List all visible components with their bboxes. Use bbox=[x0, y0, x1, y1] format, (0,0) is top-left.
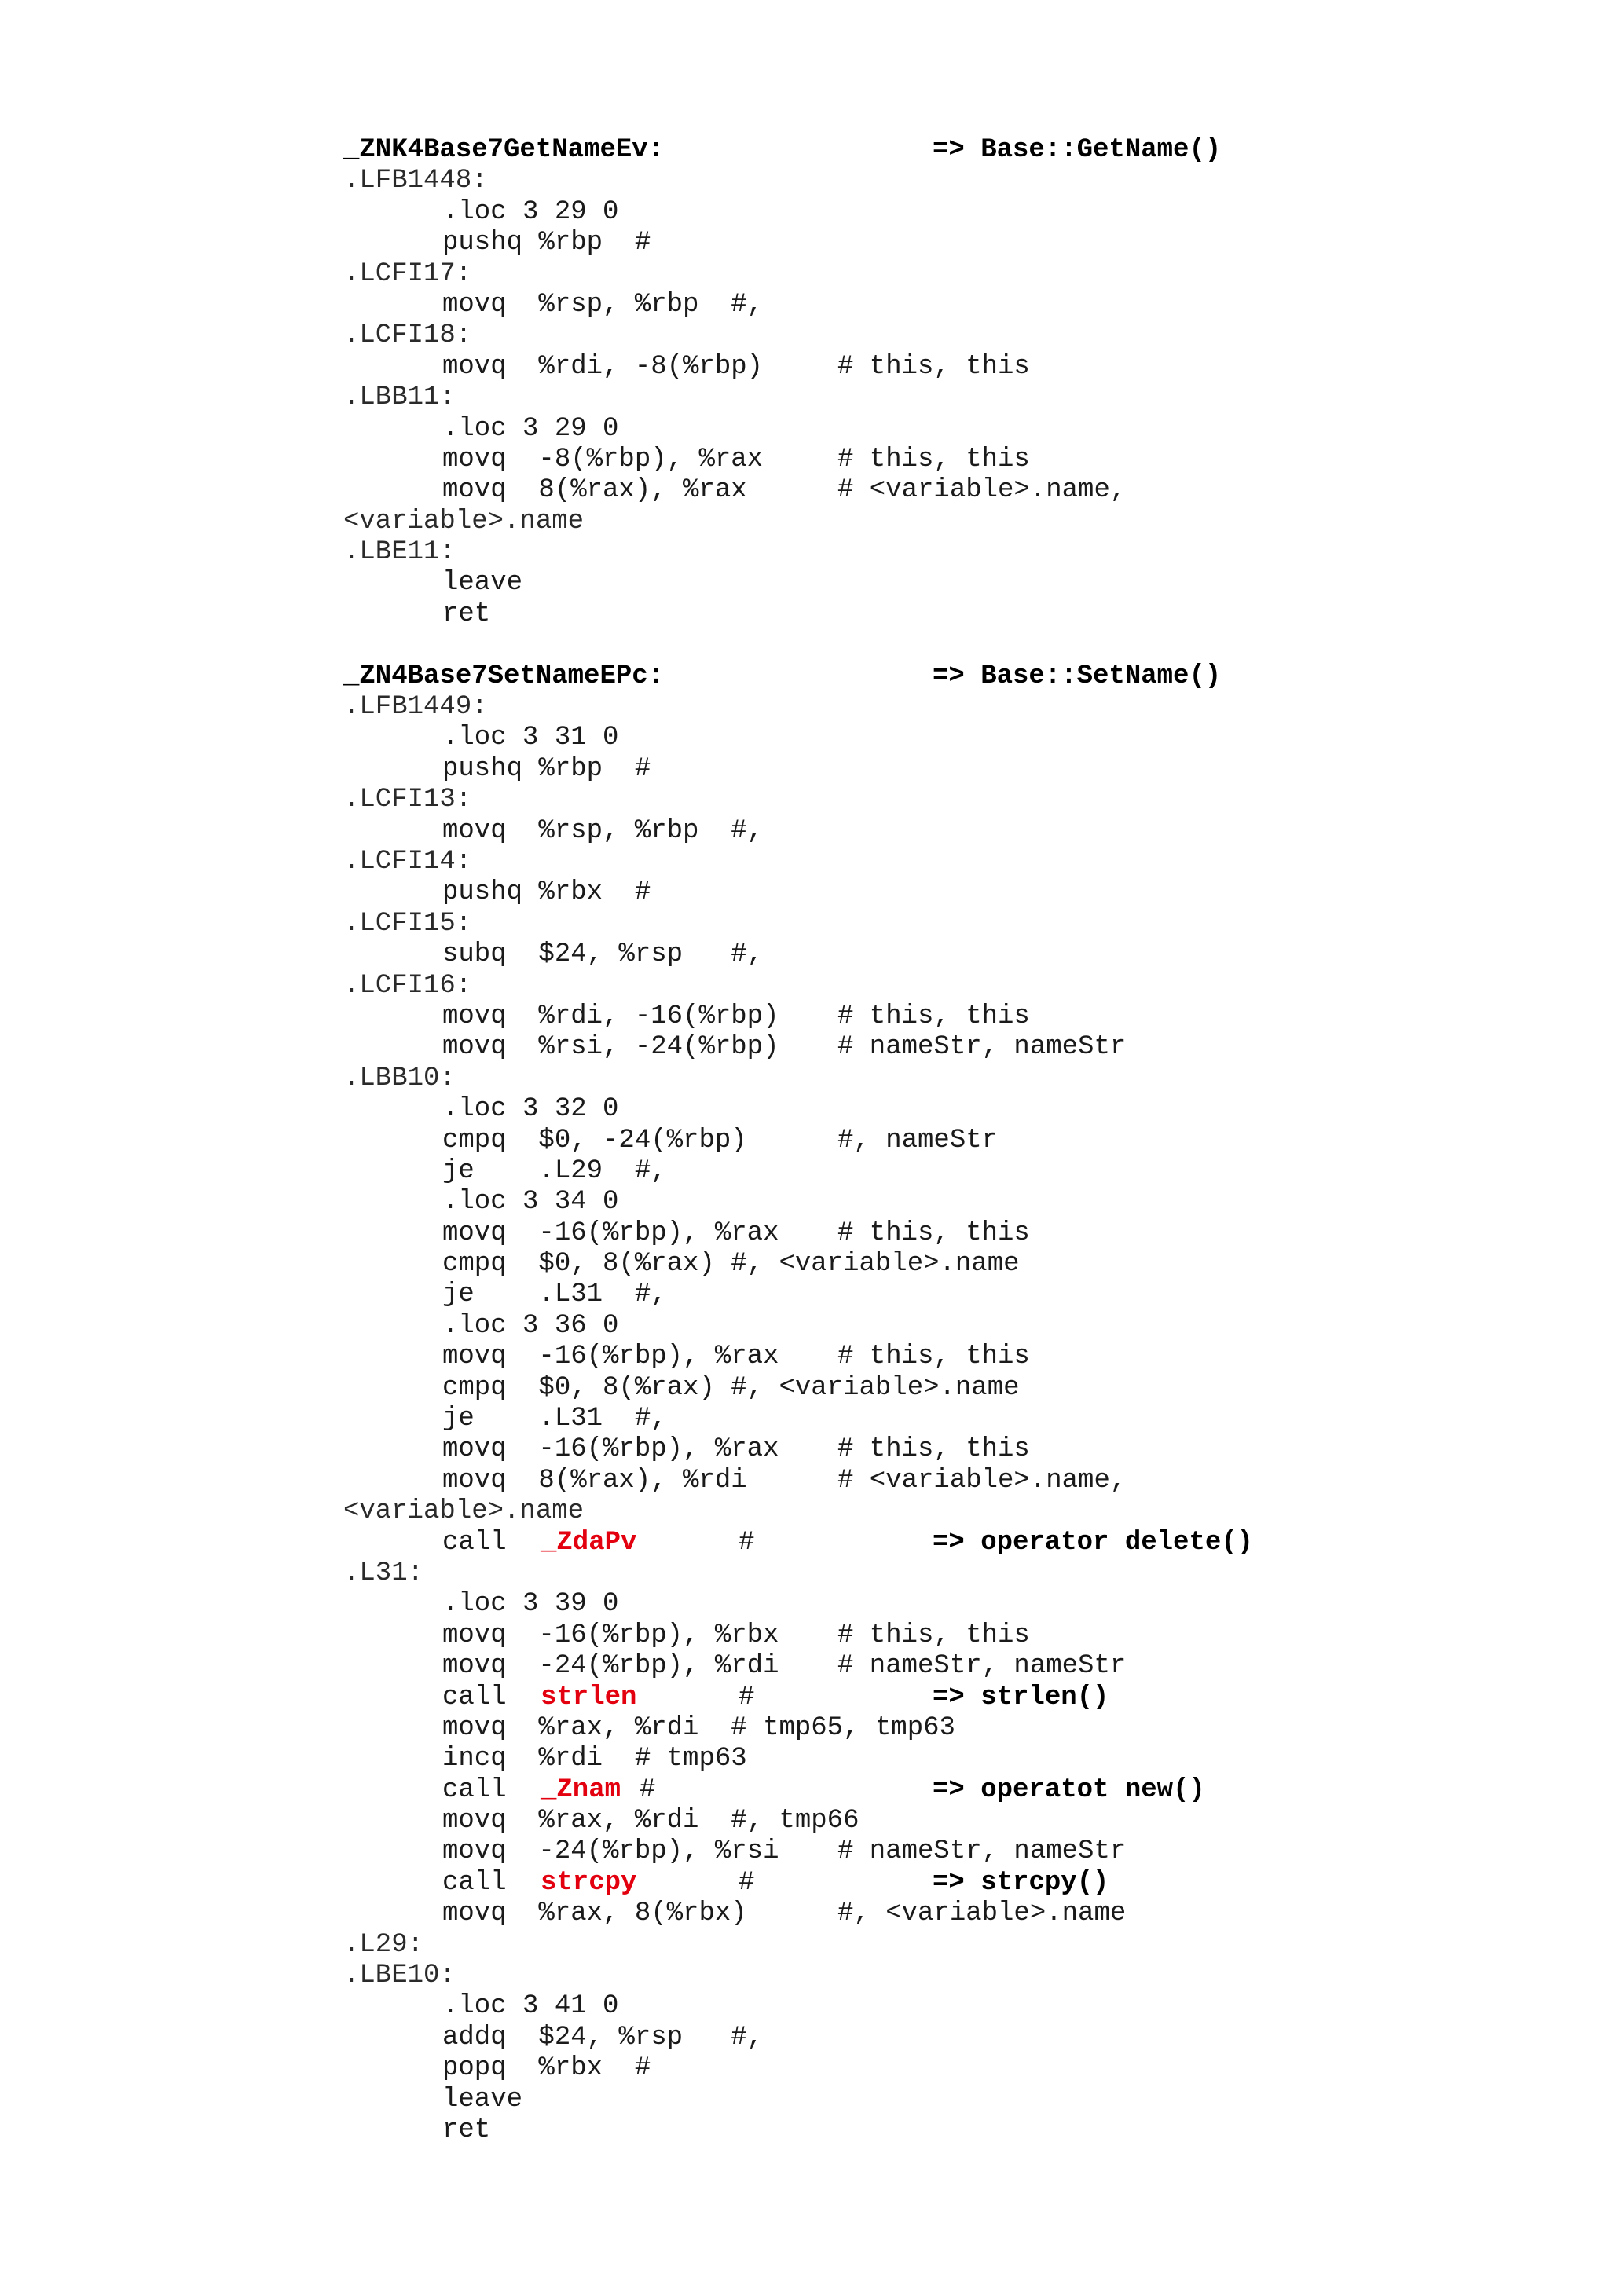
instruction-text: .loc 3 39 0 bbox=[442, 1589, 619, 1620]
asm-label: <variable>.name bbox=[343, 1496, 585, 1527]
instruction-text: movq -24(%rbp), %rsi bbox=[442, 1836, 779, 1867]
asm-instruction bbox=[343, 754, 1365, 785]
instruction-text: .loc 3 29 0 bbox=[442, 196, 619, 227]
asm-label: .L29: bbox=[343, 1929, 424, 1960]
asm-instruction bbox=[343, 1280, 1365, 1310]
asm-instruction bbox=[343, 1651, 1365, 1682]
asm-instruction bbox=[343, 1404, 1365, 1434]
asm-instruction bbox=[343, 414, 1365, 445]
asm-instruction bbox=[343, 599, 1365, 630]
asm-instruction bbox=[343, 1806, 1365, 1836]
instruction-text: .loc 3 36 0 bbox=[442, 1310, 619, 1341]
call-instruction bbox=[343, 1528, 1365, 1558]
asm-instruction bbox=[343, 1342, 1365, 1372]
instruction-text: movq -8(%rbp), %rax bbox=[442, 444, 764, 474]
instruction-text: movq -24(%rbp), %rdi bbox=[442, 1651, 779, 1682]
asm-instruction bbox=[343, 475, 1365, 506]
asm-comment: # this, this bbox=[837, 1342, 1030, 1372]
mangled-name: _ZN4Base7SetNameEPc: bbox=[343, 661, 665, 691]
asm-comment: # this, this bbox=[837, 1620, 1030, 1650]
asm-instruction bbox=[343, 197, 1365, 228]
asm-comment: # this, this bbox=[837, 1218, 1030, 1248]
blank-line bbox=[343, 630, 1365, 661]
instruction-text: movq %rsp, %rbp #, bbox=[442, 289, 764, 320]
asm-comment: # nameStr, nameStr bbox=[837, 1032, 1127, 1063]
asm-label: .LFB1449: bbox=[343, 692, 488, 723]
asm-instruction bbox=[343, 1589, 1365, 1620]
instruction-text: ret bbox=[442, 599, 491, 629]
asm-instruction bbox=[343, 1744, 1365, 1774]
instruction-text: je .L31 #, bbox=[442, 1280, 667, 1310]
called-function: strcpy bbox=[541, 1867, 637, 1898]
asm-instruction bbox=[343, 228, 1365, 258]
demangled-call: => operator delete() bbox=[933, 1527, 1254, 1558]
instruction-text: movq %rdi, -16(%rbp) bbox=[442, 1001, 779, 1031]
asm-comment: # nameStr, nameStr bbox=[837, 1836, 1127, 1867]
asm-instruction bbox=[343, 1218, 1365, 1249]
call-opcode: call bbox=[442, 1527, 507, 1558]
asm-instruction bbox=[343, 1899, 1365, 1929]
call-opcode: call bbox=[442, 1682, 507, 1712]
asm-comment: # <variable>.name, bbox=[837, 475, 1127, 506]
called-function: _ZdaPv bbox=[541, 1527, 637, 1558]
instruction-text: addq $24, %rsp #, bbox=[442, 2022, 764, 2052]
instruction-text: movq %rsi, -24(%rbp) bbox=[442, 1032, 779, 1063]
instruction-text: movq %rdi, -8(%rbp) bbox=[442, 351, 764, 382]
instruction-text: .loc 3 34 0 bbox=[442, 1187, 619, 1218]
asm-instruction bbox=[343, 1991, 1365, 2022]
asm-comment: # this, this bbox=[837, 351, 1030, 382]
call-opcode: call bbox=[442, 1774, 507, 1805]
asm-instruction bbox=[343, 1836, 1365, 1867]
asm-instruction bbox=[343, 1620, 1365, 1651]
instruction-text: leave bbox=[442, 2084, 523, 2115]
asm-instruction bbox=[343, 290, 1365, 320]
instruction-text: movq -16(%rbp), %rbx bbox=[442, 1620, 779, 1650]
asm-label: .LCFI14: bbox=[343, 846, 472, 877]
instruction-text: movq %rax, %rdi # tmp65, tmp63 bbox=[442, 1712, 955, 1743]
asm-instruction bbox=[343, 1713, 1365, 1744]
instruction-text: movq -16(%rbp), %rax bbox=[442, 1434, 779, 1465]
instruction-text: movq %rax, %rdi #, tmp66 bbox=[442, 1806, 859, 1836]
asm-label: .LBE10: bbox=[343, 1961, 456, 1991]
asm-comment: # this, this bbox=[837, 1001, 1030, 1031]
asm-instruction bbox=[343, 1187, 1365, 1218]
asm-instruction bbox=[343, 939, 1365, 970]
asm-instruction bbox=[343, 1373, 1365, 1404]
asm-instruction bbox=[343, 1002, 1365, 1032]
instruction-text: je .L31 #, bbox=[442, 1404, 667, 1434]
asm-comment: # this, this bbox=[837, 444, 1030, 474]
asm-comment: # bbox=[640, 1774, 656, 1805]
asm-comment: # bbox=[739, 1682, 755, 1712]
asm-instruction bbox=[343, 352, 1365, 383]
demangled-call: => operatot new() bbox=[933, 1774, 1205, 1805]
asm-comment: #, nameStr bbox=[837, 1125, 999, 1155]
instruction-text: leave bbox=[442, 568, 523, 599]
mangled-name: _ZNK4Base7GetNameEv: bbox=[343, 135, 665, 165]
asm-instruction bbox=[343, 2023, 1365, 2053]
asm-instruction bbox=[343, 1249, 1365, 1280]
instruction-text: movq %rax, 8(%rbx) bbox=[442, 1899, 747, 1929]
call-opcode: call bbox=[442, 1867, 507, 1898]
instruction-text: ret bbox=[442, 2115, 491, 2145]
instruction-text: pushq %rbp # bbox=[442, 228, 651, 258]
asm-label: .LCFI15: bbox=[343, 908, 472, 939]
asm-label: .LCFI16: bbox=[343, 970, 472, 1001]
asm-comment: #, <variable>.name bbox=[837, 1899, 1127, 1929]
instruction-text: cmpq $0, 8(%rax) #, <variable>.name bbox=[442, 1372, 1020, 1403]
instruction-text: .loc 3 32 0 bbox=[442, 1094, 619, 1125]
asm-comment: # bbox=[739, 1867, 755, 1898]
assembly-listing bbox=[343, 135, 1365, 2146]
instruction-text: je .L29 #, bbox=[442, 1155, 667, 1186]
instruction-text: movq 8(%rax), %rax bbox=[442, 475, 747, 506]
asm-instruction bbox=[343, 1032, 1365, 1063]
instruction-text: movq -16(%rbp), %rax bbox=[442, 1218, 779, 1248]
asm-comment: # bbox=[739, 1527, 755, 1558]
instruction-text: pushq %rbp # bbox=[442, 753, 651, 784]
demangled-call: => strlen() bbox=[933, 1682, 1109, 1712]
asm-instruction bbox=[343, 2085, 1365, 2115]
instruction-text: pushq %rbx # bbox=[442, 877, 651, 908]
instruction-text: cmpq $0, 8(%rax) #, <variable>.name bbox=[442, 1249, 1020, 1280]
asm-instruction bbox=[343, 1094, 1365, 1125]
asm-label: .LFB1448: bbox=[343, 166, 488, 196]
asm-instruction bbox=[343, 1156, 1365, 1187]
demangled-name: => Base::GetName() bbox=[933, 135, 1222, 165]
asm-label: .LBB10: bbox=[343, 1063, 456, 1093]
instruction-text: .loc 3 29 0 bbox=[442, 413, 619, 444]
asm-instruction bbox=[343, 1126, 1365, 1156]
asm-instruction bbox=[343, 2053, 1365, 2084]
asm-label: .LCFI17: bbox=[343, 258, 472, 289]
instruction-text: .loc 3 41 0 bbox=[442, 1991, 619, 2022]
asm-instruction bbox=[343, 568, 1365, 599]
function-header bbox=[343, 661, 1365, 692]
asm-label: .LCFI18: bbox=[343, 320, 472, 351]
asm-instruction bbox=[343, 2115, 1365, 2146]
asm-label: .LBB11: bbox=[343, 383, 456, 413]
instruction-text: subq $24, %rsp #, bbox=[442, 939, 764, 970]
asm-instruction bbox=[343, 1466, 1365, 1496]
call-instruction bbox=[343, 1683, 1365, 1713]
instruction-text: movq -16(%rbp), %rax bbox=[442, 1342, 779, 1372]
asm-comment: # nameStr, nameStr bbox=[837, 1651, 1127, 1682]
called-function: _Znam bbox=[541, 1774, 621, 1805]
asm-comment: # this, this bbox=[837, 1434, 1030, 1465]
instruction-text: movq %rsp, %rbp #, bbox=[442, 815, 764, 846]
demangled-call: => strcpy() bbox=[933, 1867, 1109, 1898]
asm-instruction bbox=[343, 1434, 1365, 1465]
asm-label: .L31: bbox=[343, 1558, 424, 1588]
asm-instruction bbox=[343, 723, 1365, 753]
asm-label: .LCFI13: bbox=[343, 785, 472, 815]
called-function: strlen bbox=[541, 1682, 637, 1712]
asm-instruction bbox=[343, 445, 1365, 475]
instruction-text: .loc 3 31 0 bbox=[442, 723, 619, 753]
instruction-text: movq 8(%rax), %rdi bbox=[442, 1465, 747, 1496]
call-instruction bbox=[343, 1775, 1365, 1806]
asm-instruction bbox=[343, 816, 1365, 847]
asm-label: <variable>.name bbox=[343, 506, 585, 536]
instruction-text: popq %rbx # bbox=[442, 2053, 651, 2084]
instruction-text: incq %rdi # tmp63 bbox=[442, 1744, 747, 1774]
demangled-name: => Base::SetName() bbox=[933, 661, 1222, 691]
call-instruction bbox=[343, 1868, 1365, 1899]
instruction-text: cmpq $0, -24(%rbp) bbox=[442, 1125, 747, 1155]
asm-instruction bbox=[343, 877, 1365, 908]
function-header bbox=[343, 135, 1365, 166]
asm-comment: # <variable>.name, bbox=[837, 1465, 1127, 1496]
asm-label: .LBE11: bbox=[343, 537, 456, 568]
asm-instruction bbox=[343, 1311, 1365, 1342]
